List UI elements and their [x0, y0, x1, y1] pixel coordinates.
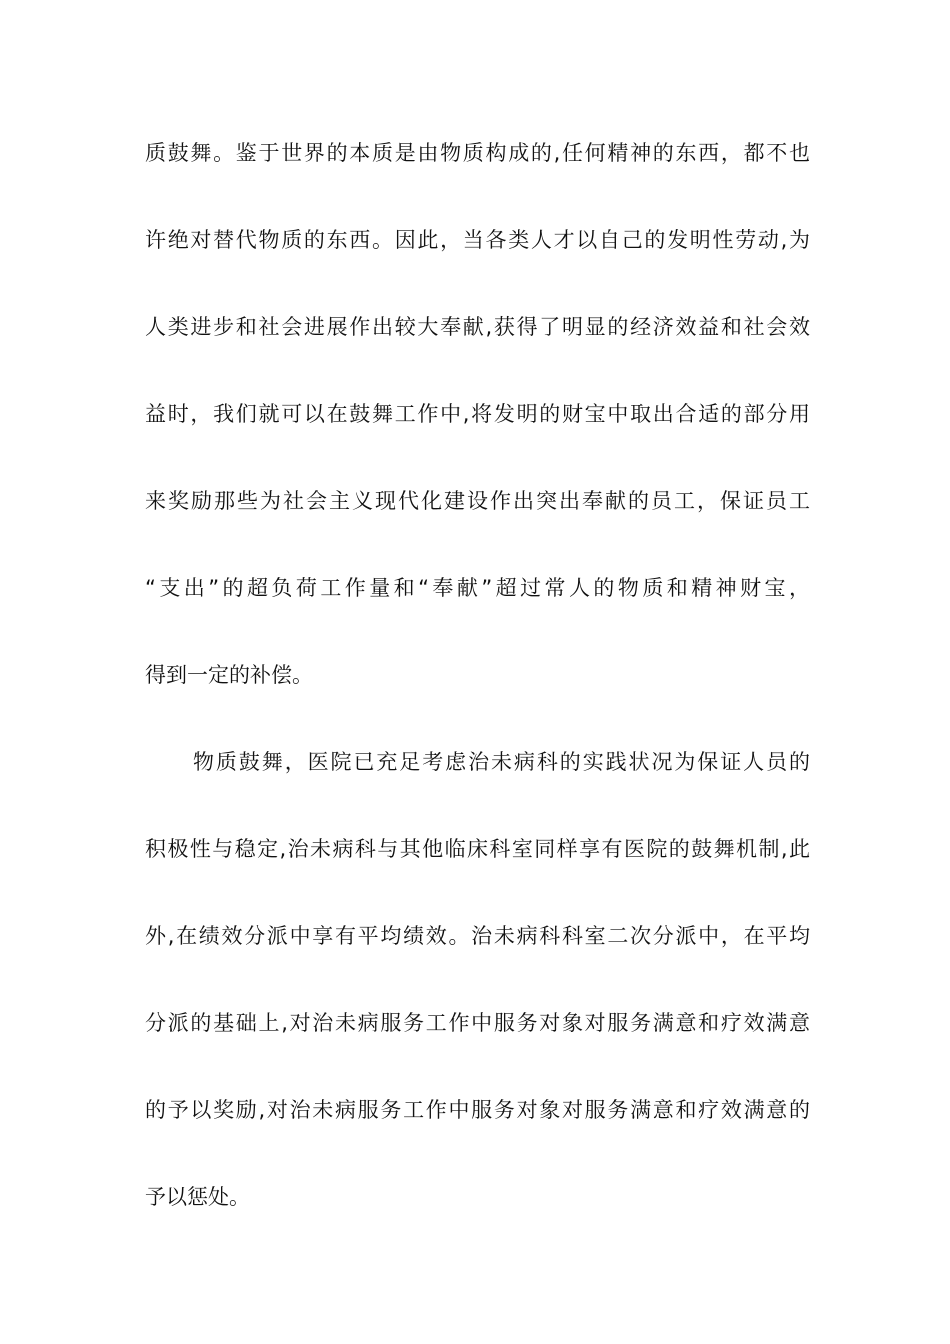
paragraph-line: 得到一定的补偿。: [145, 663, 313, 687]
paragraph-line: 积极性与稳定,治未病科与其他临床科室同样享有医院的鼓舞机制,此: [145, 837, 810, 861]
paragraph-line: 益时，我们就可以在鼓舞工作中,将发明的财宝中取出合适的部分用: [145, 402, 810, 426]
paragraph-line: 来奖励那些为社会主义现代化建设作出突出奉献的员工，保证员工: [145, 489, 810, 513]
paragraph-line: 的予以奖励,对治未病服务工作中服务对象对服务满意和疗效满意的: [145, 1098, 810, 1122]
paragraph-line: 予以惩处。: [145, 1185, 250, 1209]
document-body: [145, 132, 810, 1263]
paragraph-line: 人类进步和社会进展作出较大奉献,获得了明显的经济效益和社会效: [145, 315, 810, 339]
paragraph-line: 质鼓舞。鉴于世界的本质是由物质构成的,任何精神的东西，都不也: [145, 141, 810, 165]
paragraph-line: 外,在绩效分派中享有平均绩效。治未病科科室二次分派中，在平均: [145, 924, 810, 948]
paragraph-1: [145, 132, 810, 697]
paragraph-line: 物质鼓舞，医院已充足考虑治未病科的实践状况为保证人员的: [193, 750, 810, 774]
paragraph-line: 许绝对替代物质的东西。因此，当各类人才以自己的发明性劳动,为: [145, 228, 810, 252]
paragraph-line: 分派的基础上,对治未病服务工作中服务对象对服务满意和疗效满意: [145, 1011, 810, 1035]
paragraph-2: [145, 741, 810, 1219]
paragraph-line: “支出”的超负荷工作量和“奉献”超过常人的物质和精神财宝，: [145, 576, 810, 600]
